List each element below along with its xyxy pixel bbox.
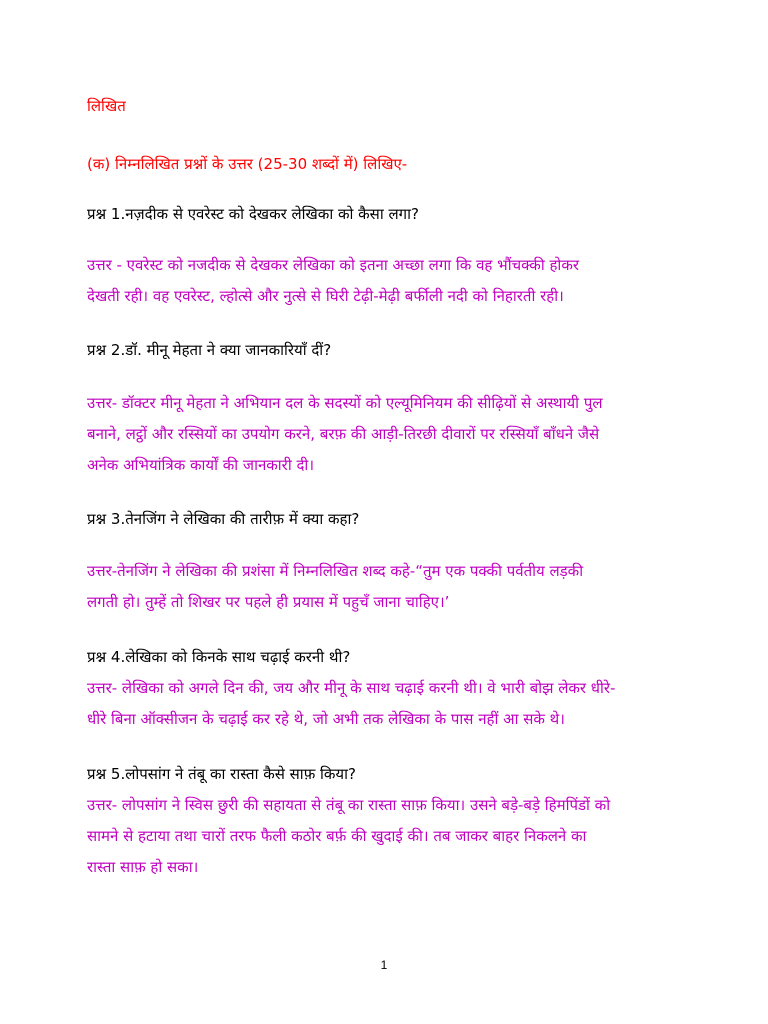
question-2: प्रश्न 2.डॉ. मीनू मेहता ने क्या जानकारियाँ दीं? xyxy=(87,341,332,359)
question-5: प्रश्न 5.लोपसांग ने तंबू का रास्ता कैसे साफ़ किया? xyxy=(87,765,356,783)
answer-3-line-1: उत्तर-तेनजिंग ने लेखिका की प्रशंसा में निम्नलिखित शब्द कहे-“तुम एक पक्की पर्वतीय लड़की xyxy=(87,562,584,580)
answer-5-line-1: उत्तर- लोपसांग ने स्विस छुरी की सहायता से तंबू का रास्ता साफ़ किया। उसने बड़े-बड़े हिमपिंडों को xyxy=(87,796,611,814)
answer-3-line-2: लगती हो। तुम्हें तो शिखर पर पहले ही प्रयास में पहुचँ जाना चाहिए।’ xyxy=(87,593,450,611)
answer-4-line-1: उत्तर- लेखिका को अगले दिन की, जय और मीनू के साथ चढ़ाई करनी थी। वे भारी बोझ लेकर धीरे- xyxy=(87,679,616,697)
answer-1-line-1: उत्तर - एवरेस्ट को नजदीक से देखकर लेखिका को इतना अच्छा लगा कि वह भौंचक्की होकर xyxy=(87,256,579,274)
question-4: प्रश्न 4.लेखिका को किनके साथ चढ़ाई करनी थी? xyxy=(87,648,351,666)
instruction-text: (क) निम्नलिखित प्रश्नों के उत्तर (25-30 शब्दों में) लिखिए- xyxy=(87,155,408,173)
answer-5-line-3: रास्ता साफ़ हो सका। xyxy=(87,858,199,876)
section-heading: लिखित xyxy=(87,97,126,115)
answer-2-line-3: अनेक अभियांत्रिक कार्यों की जानकारी दी। xyxy=(87,456,315,474)
answer-4-line-2: धीरे बिना ऑक्सीजन के चढ़ाई कर रहे थे, जो अभी तक लेखिका के पास नहीं आ सके थे। xyxy=(87,710,565,728)
answer-1-line-2: देखती रही। वह एवरेस्ट, ल्होत्से और नुत्से से घिरी टेढ़ी-मेढ़ी बर्फीली नदी को निहारती रही। xyxy=(87,287,564,305)
question-3: प्रश्न 3.तेनजिंग ने लेखिका की तारीफ़ में क्या कहा? xyxy=(87,510,360,528)
answer-2-line-1: उत्तर- डॉक्टर मीनू मेहता ने अभियान दल के सदस्यों को एल्यूमिनियम की सीढ़ियों से अस्थायी पुल xyxy=(87,394,603,412)
answer-2-line-2: बनाने, लट्ठों और रस्सियों का उपयोग करने, बरफ़ की आड़ी-तिरछी दीवारों पर रस्सियाँ बाँधने जैसे xyxy=(87,425,600,443)
question-1: प्रश्न 1.नज़दीक से एवरेस्ट को देखकर लेखिका को कैसा लगा? xyxy=(87,205,419,223)
answer-5-line-2: सामने से हटाया तथा चारों तरफ फैली कठोर बर्फ़ की खुदाई की। तब जाकर बाहर निकलने का xyxy=(87,827,587,845)
page-number: 1 xyxy=(380,958,388,972)
